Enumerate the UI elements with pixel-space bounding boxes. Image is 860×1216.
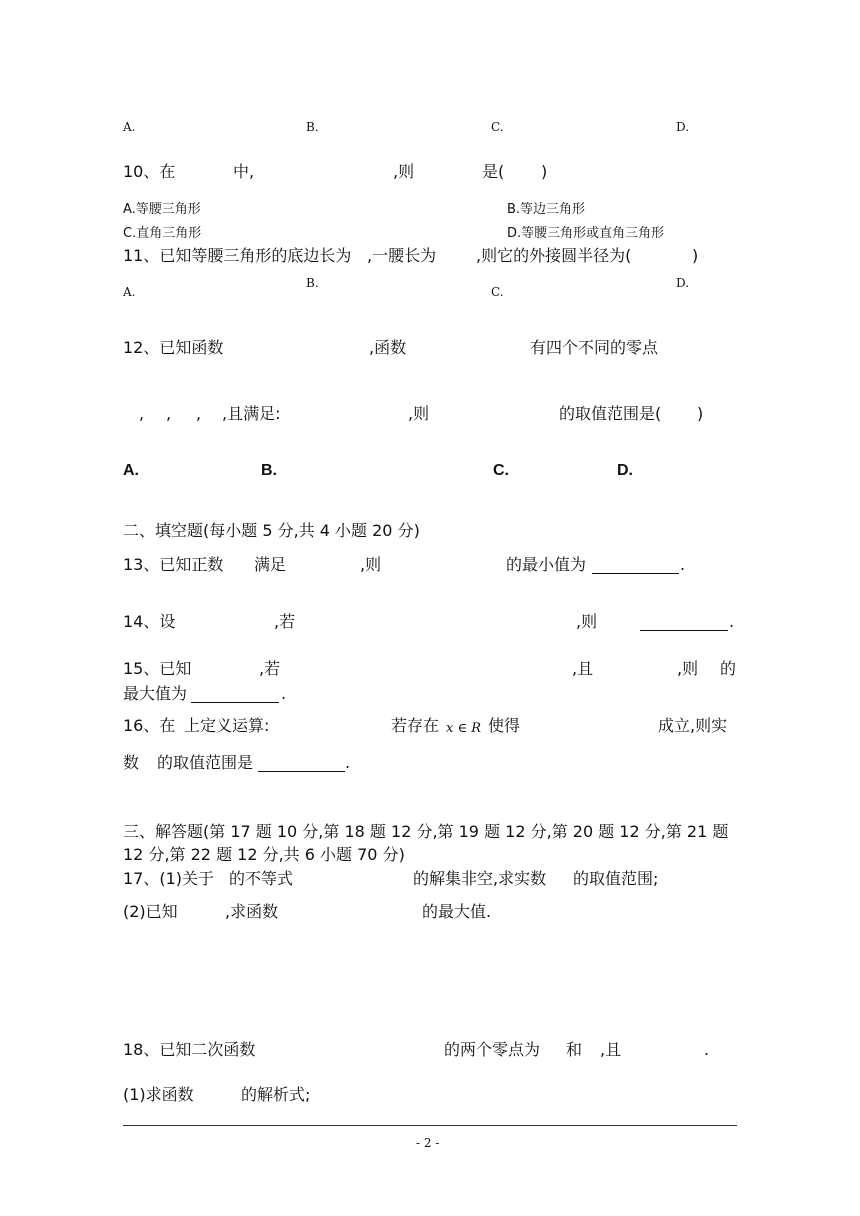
q12-text-1: 12、已知函数 [123, 338, 224, 357]
q11-option-b: B. [306, 276, 319, 290]
q16-text-1: 16、在 [123, 716, 176, 735]
q16-answer-blank [258, 771, 345, 772]
q12-option-d: D. [617, 462, 633, 479]
q15-text-1: 15、已知 [123, 659, 192, 678]
q12-option-a: A. [123, 462, 139, 479]
q10-option-b: B.等边三角形 [507, 202, 586, 217]
q11-option-a: A. [123, 285, 136, 299]
q16-text-2: 上定义运算: [184, 716, 270, 735]
q15-text-5: 的 [720, 659, 737, 678]
section-3-title-line-1: 三、解答题(第 17 题 10 分,第 18 题 12 分,第 19 题 12 分,第 20 题 12 分,第 21 题 [123, 822, 729, 841]
q16-text-3: 若存在 [391, 716, 440, 735]
q18-text-4: ,且 [600, 1040, 622, 1059]
q11-text-4: ) [692, 246, 699, 265]
q12-option-b: B. [261, 462, 277, 479]
section-3-title-line-2: 12 分,第 22 题 12 分,共 6 小题 70 分) [123, 845, 405, 864]
q12-comma-3: , [196, 404, 202, 423]
q17-text-5: (2)已知 [123, 902, 178, 921]
q12-text-2: ,函数 [369, 338, 407, 357]
q16-text-4: 使得 [488, 716, 521, 735]
q17-text-3: 的解集非空,求实数 [413, 869, 547, 888]
q16-text-6: 数 [123, 753, 140, 772]
q15-end: . [281, 684, 287, 703]
q10-option-d: D.等腰三角形或直角三角形 [507, 226, 665, 241]
q14-answer-blank [640, 630, 728, 631]
q11-option-c: C. [491, 285, 504, 299]
q13-text-1: 13、已知正数 [123, 555, 224, 574]
q11-text-2: ,一腰长为 [367, 246, 437, 265]
q10-text-1: 10、在 [123, 162, 176, 181]
q16-math-x-in-r: x ∈ R [446, 721, 482, 736]
q15-text-3: ,且 [572, 659, 594, 678]
q12-text-6: 的取值范围是( [559, 404, 662, 423]
q14-text-1: 14、设 [123, 612, 176, 631]
q13-text-4: 的最小值为 [506, 555, 587, 574]
q9-option-a: A. [123, 120, 136, 134]
q10-text-2: 中, [233, 162, 255, 181]
q10-text-5: ) [541, 162, 548, 181]
q17-text-1: 17、(1)关于 [123, 869, 215, 888]
q12-text-7: ) [697, 404, 704, 423]
q17-text-4: 的取值范围; [573, 869, 659, 888]
q15-text-6: 最大值为 [123, 684, 188, 703]
q18-text-5: (1)求函数 [123, 1085, 194, 1104]
q15-text-2: ,若 [259, 659, 281, 678]
q9-option-b: B. [306, 120, 319, 134]
q15-answer-blank [191, 702, 279, 703]
q18-text-1: 18、已知二次函数 [123, 1040, 256, 1059]
q10-text-3: ,则 [393, 162, 415, 181]
q16-end: . [345, 753, 351, 772]
q13-end: . [680, 555, 686, 574]
q12-comma-2: , [166, 404, 172, 423]
page-number: - 2 - [416, 1136, 440, 1150]
q17-text-7: 的最大值. [422, 902, 492, 921]
q16-text-7: 的取值范围是 [157, 753, 254, 772]
section-2-title: 二、填空题(每小题 5 分,共 4 小题 20 分) [123, 521, 420, 540]
q10-option-c: C.直角三角形 [123, 226, 202, 241]
q12-text-4: ,且满足: [222, 404, 281, 423]
q18-text-3: 和 [566, 1040, 583, 1059]
q18-text-6: 的解析式; [241, 1085, 311, 1104]
q11-text-3: ,则它的外接圆半径为( [476, 246, 632, 265]
q9-option-c: C. [491, 120, 504, 134]
q11-text-1: 11、已知等腰三角形的底边长为 [123, 246, 352, 265]
q12-option-c: C. [493, 462, 509, 479]
q9-option-d: D. [676, 120, 690, 134]
q13-answer-blank [592, 573, 679, 574]
q12-comma-1: , [139, 404, 145, 423]
q12-text-3: 有四个不同的零点 [530, 338, 659, 357]
q12-text-5: ,则 [408, 404, 430, 423]
q14-text-3: ,则 [576, 612, 598, 631]
q13-text-2: 满足 [254, 555, 287, 574]
q15-text-4: ,则 [677, 659, 699, 678]
q14-text-2: ,若 [274, 612, 296, 631]
q11-option-d: D. [676, 276, 690, 290]
q10-text-4: 是( [482, 162, 505, 181]
footer-divider [123, 1125, 737, 1126]
q16-text-5: 成立,则实 [658, 716, 728, 735]
q18-text-2: 的两个零点为 [444, 1040, 541, 1059]
q14-end: . [729, 612, 735, 631]
q17-text-6: ,求函数 [225, 902, 279, 921]
q18-end: . [704, 1040, 710, 1059]
q10-option-a: A.等腰三角形 [123, 202, 201, 217]
q17-text-2: 的不等式 [229, 869, 294, 888]
q13-text-3: ,则 [360, 555, 382, 574]
